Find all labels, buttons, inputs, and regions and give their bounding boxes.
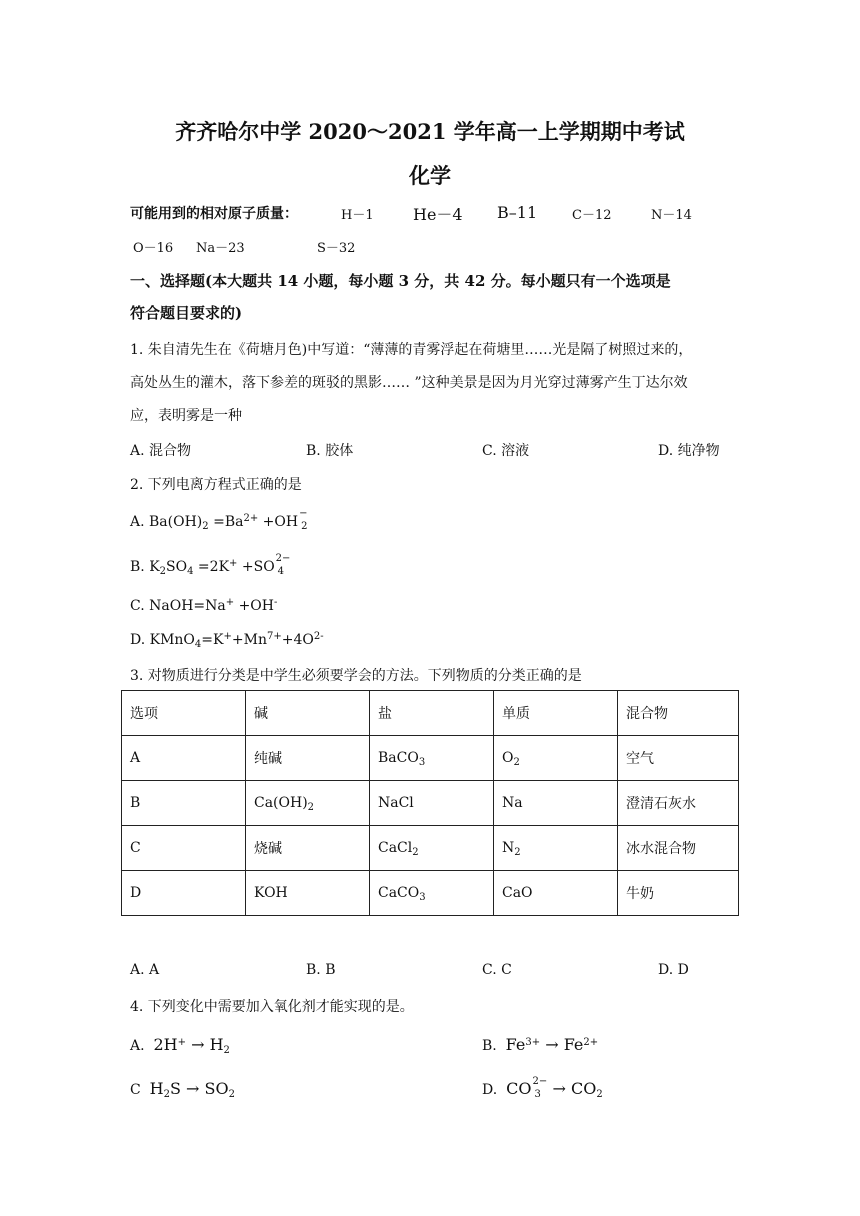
atomic-mass-s: S－32 bbox=[317, 241, 356, 256]
q1-stem-line1: 1. 朱自清先生在《荷塘月色)中写道：“薄薄的青雾浮起在荷塘里……光是隔了树照过来的， bbox=[130, 342, 693, 358]
cell-base: $Ca(OH)_2$ bbox=[246, 781, 370, 826]
q2-option-a: A. $Ba(OH)_2 =Ba^{2+} +OH$ − 2 bbox=[130, 508, 308, 532]
atomic-mass-na: Na－23 bbox=[196, 241, 245, 256]
q4-stem: 4. 下列变化中需要加入氧化剂才能实现的是。 bbox=[130, 999, 414, 1015]
q1-option-d: D. 纯净物 bbox=[658, 443, 720, 459]
q3-option-a: A. A bbox=[130, 962, 160, 978]
cell-salt: CaCl$_2$ bbox=[370, 826, 494, 871]
cell-salt: CaCO$_3$ bbox=[370, 871, 494, 916]
q3-option-d: D. D bbox=[658, 962, 689, 978]
q2-option-b: B. $K_2SO_4 =2K^+ +SO$ 2− 4 bbox=[130, 553, 291, 577]
q4-option-b: B. $Fe^{3+} \to Fe^{2+}$ bbox=[482, 1035, 599, 1054]
table-row bbox=[122, 871, 739, 916]
cell-base: KOH bbox=[246, 871, 370, 916]
atomic-mass-h: H－1 bbox=[341, 208, 374, 223]
q3-stem: 3. 对物质进行分类是中学生必须要学会的方法。下列物质的分类正确的是 bbox=[130, 668, 582, 684]
cell-option: A bbox=[122, 736, 246, 781]
q1-stem-line3: 应，表明雾是一种 bbox=[130, 408, 242, 424]
atomic-mass-o: O－16 bbox=[133, 241, 174, 256]
cell-option: B bbox=[122, 781, 246, 826]
cell-option: D bbox=[122, 871, 246, 916]
exam-subject: 化学 bbox=[409, 163, 451, 188]
q2-option-d: D. $KMnO_4=K^++Mn^{7+}+4O^{2-}$ bbox=[130, 631, 324, 650]
atomic-mass-he: He－4 bbox=[413, 205, 463, 224]
header-cell-mixture: 混合物 bbox=[618, 691, 739, 736]
section-heading-line1: 一、选择题(本大题共 14 小题，每小题 3 分，共 42 分。每小题只有一个选项是 bbox=[130, 272, 671, 290]
q2-option-c: C. NaOH=Na+ +OH- bbox=[130, 597, 278, 614]
cell-salt: BaCO$_3$ bbox=[370, 736, 494, 781]
cell-mixture: 冰水混合物 bbox=[618, 826, 739, 871]
atomic-mass-b: B–11 bbox=[497, 203, 538, 222]
cell-element: $N_2$ bbox=[494, 826, 618, 871]
q3-option-b: B. B bbox=[306, 962, 336, 978]
classification-table bbox=[121, 690, 739, 916]
cell-element: CaO bbox=[494, 871, 618, 916]
q1-option-c: C. 溶液 bbox=[482, 443, 530, 459]
q4-option-a: A. $2H^+ \to H_2$ bbox=[130, 1035, 230, 1056]
atomic-mass-n: N－14 bbox=[651, 208, 692, 223]
table-row bbox=[122, 736, 739, 781]
cell-element: Na bbox=[494, 781, 618, 826]
q1-option-a: A. 混合物 bbox=[130, 443, 192, 459]
cell-mixture: 牛奶 bbox=[618, 871, 739, 916]
q4-option-c: C $H_2S \to SO_2$ bbox=[130, 1079, 235, 1100]
header-cell-base: 碱 bbox=[246, 691, 370, 736]
cell-base: 烧碱 bbox=[246, 826, 370, 871]
cell-salt: NaCl bbox=[370, 781, 494, 826]
q3-option-c: C. C bbox=[482, 962, 512, 978]
cell-base: 纯碱 bbox=[246, 736, 370, 781]
exam-title: 齐齐哈尔中学 2020～2021 学年高一上学期期中考试 bbox=[175, 119, 685, 144]
q1-stem-line2: 高处丛生的灌木，落下参差的斑驳的黑影…… ”这种美景是因为月光穿过薄雾产生丁达尔效 bbox=[130, 375, 688, 391]
header-cell-salt: 盐 bbox=[370, 691, 494, 736]
cell-element: $O_2$ bbox=[494, 736, 618, 781]
q1-option-b: B. 胶体 bbox=[306, 443, 354, 459]
q4-option-d: D. CO 2− 3 → $CO_2$ bbox=[482, 1075, 603, 1100]
section-heading-line2: 符合题目要求的) bbox=[130, 304, 243, 322]
table-row bbox=[122, 781, 739, 826]
cell-mixture: 澄清石灰水 bbox=[618, 781, 739, 826]
cell-option: C bbox=[122, 826, 246, 871]
table-row bbox=[122, 826, 739, 871]
atomic-mass-label: 可能用到的相对原子质量： bbox=[130, 206, 298, 222]
header-cell-option: 选项 bbox=[122, 691, 246, 736]
header-cell-element: 单质 bbox=[494, 691, 618, 736]
cell-mixture: 空气 bbox=[618, 736, 739, 781]
atomic-mass-c: C－12 bbox=[572, 208, 612, 223]
table-header-row bbox=[122, 691, 739, 736]
q2-stem: 2. 下列电离方程式正确的是 bbox=[130, 477, 302, 493]
